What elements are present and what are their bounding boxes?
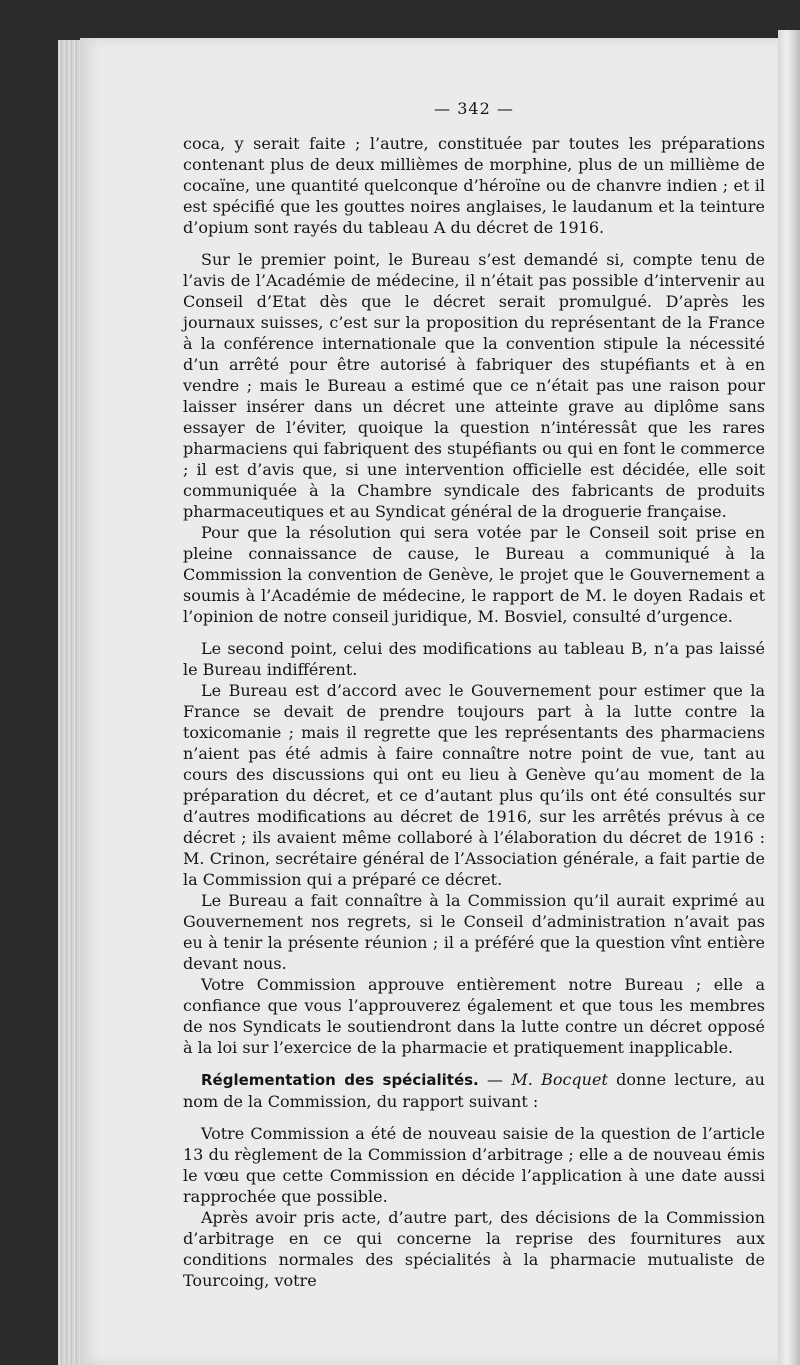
paragraph-7: Votre Commission approuve entièrement notre Bureau ; elle a confiance que vous l’approuverez également et que tous les membres de nos Syndicats le soutiendront dans la lutte contre un décret opposé à la loi sur l’exercice de la pharmacie et pratiquement inapplicable. (183, 975, 765, 1057)
paragraph-1: coca, y serait faite ; l’autre, constituée par toutes les préparations contenant plus de deux millièmes de morphine, plus de un millième de cocaïne, une quantité quelconque d’héroïne ou de chanvre indien ; et il est spécifié que les gouttes noires anglaises, le laudanum et la teinture d’opium sont rayés du tableau A du décret de 1916. (183, 134, 765, 237)
paragraph-8 (183, 1069, 765, 1112)
paragraph-6: Le Bureau a fait connaître à la Commission qu’il aurait exprimé au Gouvernement nos regrets, si le Conseil d’administration n’avait pas eu à tenir la présente réunion ; il a préféré que la question vînt entière devant nous. (183, 891, 765, 973)
paragraph-5: Le Bureau est d’accord avec le Gouvernement pour estimer que la France se devait de prendre toujours part à la lutte contre la toxicomanie ; mais il regrette que les représentants des pharmaciens n’aient pas été admis à faire connaître notre point de vue, tant au cours des discussions qui ont eu lieu à Genève qu’au moment de la préparation du décret, et ce d’autant plus qu’ils ont été consultés sur d’autres modifications au décret de 1916, sur les arrêtés prévus à ce décret ; ils avaient même collaboré à l’élaboration du décret de 1916 : M. Crinon, secrétaire général de l’Association générale, a fait partie de la Commission qui a préparé ce décret. (183, 681, 765, 889)
paragraph-8-rest: donne lecture, au nom de la Commission, du rapport suivant : (183, 1070, 765, 1111)
paragraph-3: Pour que la résolution qui sera votée par le Conseil soit prise en pleine connaissance de cause, le Bureau a communiqué à la Commission la convention de Genève, le projet que le Gouvernement a soumis à l’Académie de médecine, le rapport de M. le doyen Radais et l’opinion de notre conseil juridique, M. Bosviel, consulté d’urgence. (183, 523, 765, 626)
page-text (183, 98, 765, 1291)
book-spine (778, 30, 800, 1365)
paragraph-10: Après avoir pris acte, d’autre part, des décisions de la Commission d’arbitrage en ce qui concerne la reprise des fournitures aux conditions normales des spécialités à la pharmacie mutualiste de Tourcoing, votre (183, 1208, 765, 1290)
paragraph-2: Sur le premier point, le Bureau s’est demandé si, compte tenu de l’avis de l’Académie de médecine, il n’était pas possible d’intervenir au Conseil d’Etat dès que le décret serait promulgué. D’après les journaux suisses, c’est sur la proposition du représentant de la France à la conférence internationale que la convention stipule la nécessité d’un arrêté pour être autorisé à fabriquer des stupéfiants et à en vendre ; mais le Bureau a estimé que ce n’était pas une raison pour laisser insérer dans un décret une atteinte grave au diplôme sans essayer de l’éviter, quoique la question n’intéressât que les rares pharmaciens qui fabriquent des stupéfiants ou qui en font le commerce ; il est d’avis que, si une intervention officielle est décidée, elle soit communiquée à la Chambre syndicale des fabricants de produits pharmaceutiques et au Syndicat général de la droguerie française. (183, 250, 765, 521)
page-number: — 342 — (434, 99, 514, 118)
paragraph-4: Le second point, celui des modifications au tableau B, n’a pas laissé le Bureau indifférent. (183, 639, 765, 679)
section-heading: Réglementation des spécialités. (201, 1071, 479, 1089)
speaker-name: M. Bocquet (511, 1070, 608, 1089)
heading-dash: — (478, 1070, 512, 1089)
paragraph-9: Votre Commission a été de nouveau saisie de la question de l’article 13 du règlement de la Commission d’arbitrage ; elle a de nouveau émis le vœu que cette Commission en décide l’application à une date aussi rapprochée que possible. (183, 1124, 765, 1206)
